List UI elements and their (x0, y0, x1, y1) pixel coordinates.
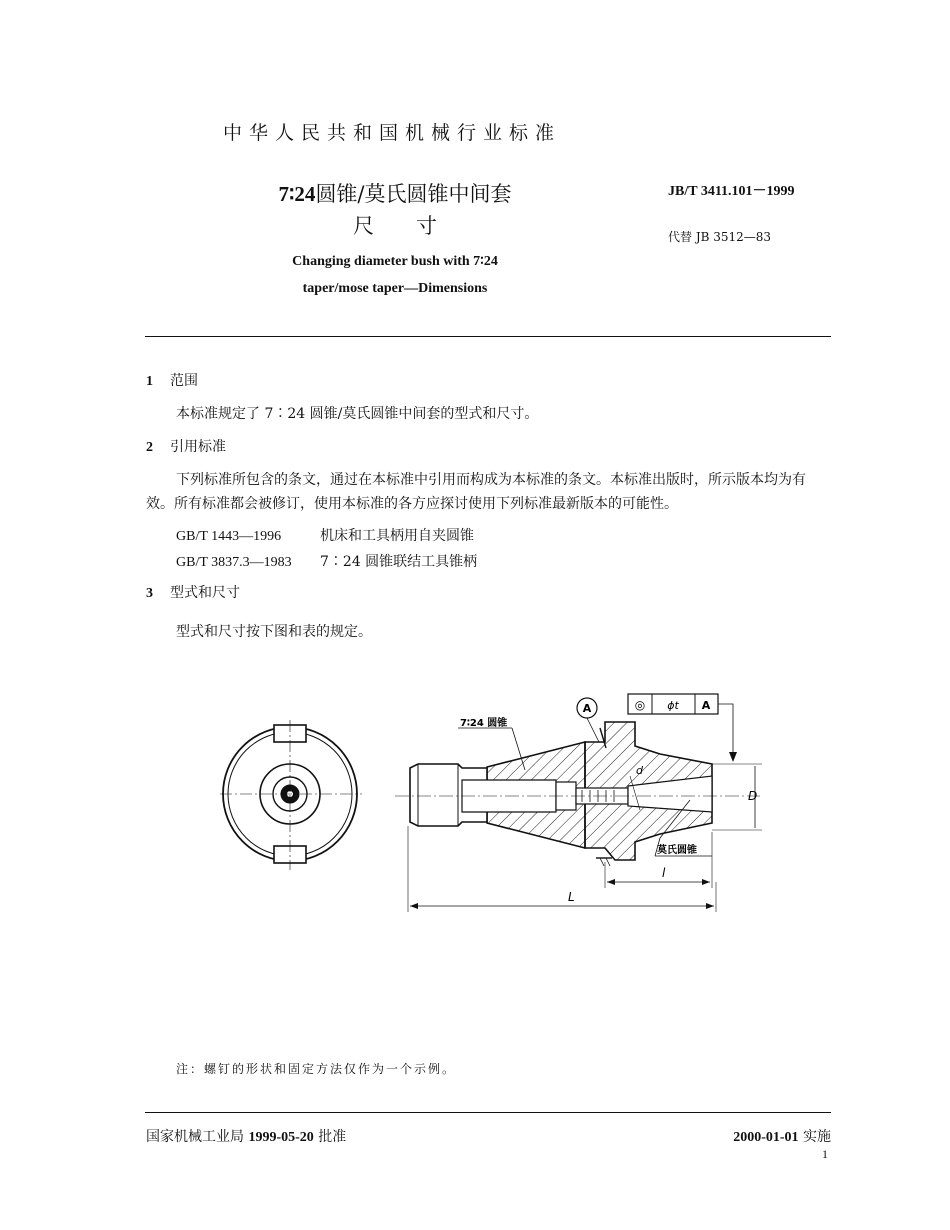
issuer: 国家机械工业局 (146, 1129, 244, 1145)
section-number: 2 (146, 440, 153, 455)
tolerance-value: ϕt (667, 699, 679, 712)
section-number: 3 (146, 586, 153, 601)
tolerance-datum: A (701, 699, 711, 712)
reference-code: GB/T 1443—1996 (176, 529, 282, 544)
effective-word: 实施 (803, 1129, 831, 1145)
title-en-line2: taper/mose taper—Dimensions (302, 281, 488, 296)
section-3-text: 型式和尺寸按下图和表的规定。 (176, 624, 372, 640)
effective-info (733, 1126, 831, 1146)
dimension-L-label: L (568, 890, 575, 904)
section-title: 范围 (170, 373, 198, 389)
dimension-d-label: d (636, 764, 643, 777)
datum-a-label: A (582, 702, 592, 715)
title-ratio: 7∶24 (278, 182, 316, 206)
footer-divider (145, 1112, 831, 1113)
reference-title: 机床和工具柄用自夹圆锥 (320, 528, 474, 544)
page-number: 1 (822, 1147, 828, 1161)
title-zh-line2: 尺 寸 (353, 214, 437, 238)
standard-category-title: 中华人民共和国机械行业标准 (223, 122, 562, 144)
section-title: 型式和尺寸 (170, 585, 240, 601)
reference-title: 7∶24 圆锥联结工具锥柄 (320, 554, 478, 570)
dimension-D-label: D (748, 789, 758, 803)
section-title: 引用标准 (170, 439, 226, 455)
reference-code: GB/T 3837.3—1983 (176, 555, 292, 570)
title-zh-line1: 圆锥/莫氏圆锥中间套 (315, 182, 512, 206)
title-en-line1: Changing diameter bush with 7∶24 (292, 254, 498, 269)
section-number: 1 (146, 374, 153, 389)
approval-info (146, 1126, 346, 1146)
concentricity-icon: ◎ (634, 698, 646, 712)
label-morse-taper: 莫氏圆锥 (657, 845, 697, 856)
approve-date: 1999-05-20 (248, 1130, 314, 1145)
effective-date: 2000-01-01 (733, 1130, 799, 1145)
standard-number: JB/T 3411.101－1999 (668, 184, 795, 199)
label-taper-724: 7∶24 圆锥 (460, 718, 508, 729)
dimension-l-label: l (662, 866, 666, 880)
section-2-text: 下列标准所包含的条文，通过在本标准中引用而构成为本标准的条文。本标准出版时，所示版本均为有效。所有标准都会被修订，使用本标准的各方应探讨使用下列标准最新版本的可能性。 (146, 472, 806, 512)
figure-note: 注：螺钉的形状和固定方法仅作为一个示例。 (176, 1062, 457, 1076)
section-1-text: 本标准规定了 7∶24 圆锥/莫氏圆锥中间套的型式和尺寸。 (176, 406, 539, 422)
end-view (220, 720, 362, 870)
replaces-standard: 代替 JB 3512—83 (668, 230, 772, 244)
section-view (395, 694, 762, 912)
approve-word: 批准 (318, 1129, 347, 1145)
